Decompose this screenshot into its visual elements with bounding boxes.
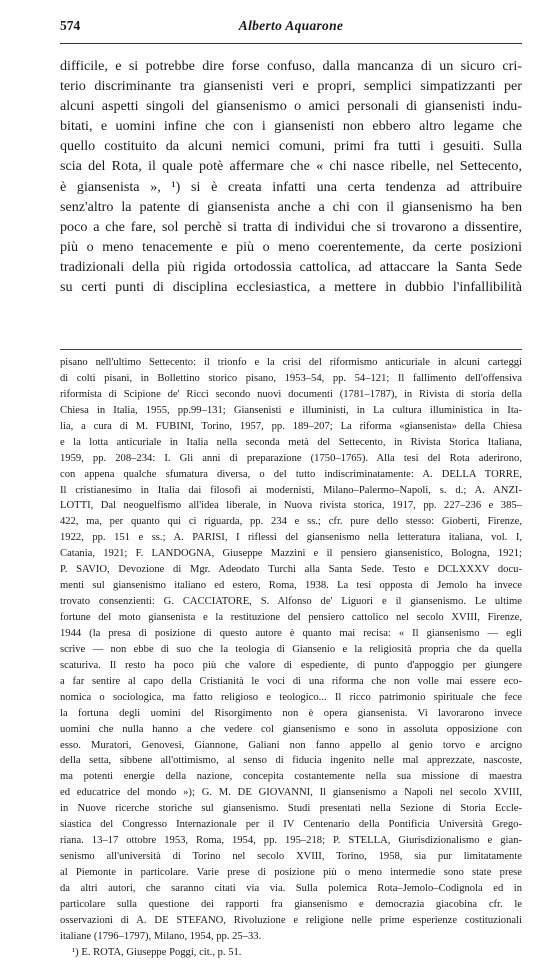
header-rule: [60, 43, 522, 44]
footnote-line: 1922, pp. 151 e ss.; A. PARISI, I riflessi del giansenismo nella letteratura italiana, vol. I,: [60, 532, 522, 544]
body-text: [60, 56, 522, 297]
footnote-line: e la lotta anticuriale in Italia nella seconda metà del Settecento, in Rivista Storica Italiana,: [60, 436, 522, 448]
footnotes: [60, 355, 522, 961]
body-line: terio discriminante tra giansenisti veri e propri, semplici simpatizzanti per: [60, 78, 522, 95]
body-line: più o meno tenacemente e più o meno coerentemente, da certe posizioni: [60, 238, 522, 255]
footnote-line: a far sentire al capo della Cristianità le voci di una riforma che non volle mai essere eco-: [60, 675, 522, 687]
footnote-line: scaturiva. Il resto ha poco più che valore di espediente, di punto d'appoggio per giungere: [60, 659, 522, 671]
footnote-line: lia, a cura di M. FUBINI, Torino, 1957, pp. 189–207; La riforma «giansenista» della Chiesa: [60, 420, 522, 432]
footnote-line: Catania, 1921; F. LANDOGNA, Giuseppe Mazzini e il pensiero giansenistico, Bologna, 1921;: [60, 548, 522, 560]
footnote-line: nomica o sociologica, ma fatto religioso e teologico... Il ricco patrimonio spirituale che fece: [60, 691, 522, 703]
footnote-1: ¹) E. ROTA, Giuseppe Poggi, cit., p. 51.: [72, 946, 242, 958]
footnote-line: 1959, pp. 208–234: I. Gli anni di preparazione (1750–1765). Alla tesi del Rota aderirono,: [60, 452, 522, 464]
footnote-line: con appena qualche sfumatura diversa, o del tutto indiscriminatamente: A. DELLA TORRE,: [60, 468, 522, 480]
body-line: poco a che fare, sol perchè si tratta di individui che si trovarono a dissentire,: [60, 218, 522, 235]
footnote-line: uomini che nulla hanno a che vedere col giansenismo e sono in assoluta opposizione con: [60, 723, 522, 735]
body-line: quello costituito da alcuni nemici comuni, primi fra tutti i gesuiti. Sulla: [60, 138, 522, 155]
body-line: senz'altro la patente di giansenista anche a chi con il giansenismo ha ben: [60, 198, 522, 215]
body-line: tradizionali della più rigida ortodossia cattolica, ad attaccare la Santa Sede: [60, 258, 522, 275]
footnote-line: LOTTI, Dal neoguelfismo all'idea liberale, in Nuova rivista storica, 1917, pp. 227–236 e 385–: [60, 500, 522, 512]
footnote-line: di colti pisani, in Bollettino storico pisano, 1953–54, pp. 54–121; Il fallimento dell'offensiva: [60, 372, 522, 384]
footnote-line: Chiesa in Italia, 1955, pp.99–131; Giansenisti e illuministi, in La cultura illuministica in Ita-: [60, 404, 522, 416]
footnote-line: fortune del moto giansenista e la restituzione del pensiero cattolico nel secolo XVIII, Firenze,: [60, 612, 522, 623]
body-line: alcuni aspetti singoli del giansenismo o amici personali di giansenisti indu-: [60, 98, 522, 115]
footnote-line: osservazioni di A. DE STEFANO, Rivoluzione e religione nelle prime esperienze costituzionali: [60, 914, 522, 926]
footnote-line: riformista di Scipione de' Ricci secondo nuovi documenti (1781–1787), in Rivista di storia della: [60, 388, 522, 400]
footnote-line: da altri autori, che saranno citati via via. Sulla polemica Rota–Jemolo–Codignola ed in: [60, 882, 522, 894]
footnote-line: la fortuna degli uomini del Risorgimento non è opera giansenista. Vi lavorarono invece: [60, 707, 522, 719]
footnote-line: P. SAVIO, Devozione di Mgr. Adeodato Turchi alla Santa Sede. Testo e DCLXXXV docu-: [60, 564, 522, 576]
footnote-rule: [60, 349, 522, 350]
footnote-line: ma potenti energie della nazione, concepita costantemente nella sua missione di maestra: [60, 771, 522, 783]
body-line: difficile, e si potrebbe dire forse confuso, dalla mancanza di un sicuro cri-: [60, 58, 522, 74]
page-number: 574: [60, 18, 81, 33]
footnote-line: particolare sulla questione dei rapporti fra giansenismo e democrazia giacobina cfr. le: [60, 898, 522, 910]
book-page: [60, 0, 522, 958]
footnote-line: trovato consenzienti: G. CACCIATORE, S. Alfonso de' Liguori e il giansenismo. Le ultime: [60, 596, 522, 608]
page-header: [60, 18, 522, 38]
body-line: è giansenista », ¹) si è creata infatti una certa tendenza ad attribuire: [60, 178, 522, 195]
footnote-line: siastica del Congresso Internazionale per il IV Centenario della Pontificia Università Grego-: [60, 819, 522, 831]
running-head: Alberto Aquarone: [238, 18, 344, 33]
body-line: scia del Rota, il quale potè affermare che « chi nasce ribelle, nel Settecento,: [60, 158, 522, 175]
footnote-line: al Piemonte in particolare. Varie prese di posizione più o meno intermedie sono state prese: [60, 867, 522, 878]
footnote-line: della setta, sibbene all'ottimismo, al senso di fiducia ingenito nelle mal apprezzate, nascoste,: [60, 755, 522, 767]
body-line: su certi punti di disciplina ecclesiastica, a mettere in dubbio l'infallibilità: [60, 279, 522, 296]
footnote-line: 422, ma, per quanto qui ci riguarda, pp. 234 e ss.; cfr. pure dello stesso: Gioberti, Firenze,: [60, 516, 522, 528]
footnote-line: senismo all'università di Torino nel secolo XVIII, Torino, 1958, sia pur limitatamente: [60, 851, 522, 863]
footnote-line: in Nuove ricerche storiche sul giansenismo. Studi presentati nella Sezione di Storia Eccle-: [60, 803, 522, 815]
footnote-line: 1944 (la presa di posizione di questo autore è quanto mai recisa: « Il giansenismo — egli: [60, 627, 522, 639]
footnote-line: pisano nell'ultimo Settecento: il trionfo e la crisi del riformismo anticuriale in alcuni carteggi: [60, 357, 522, 368]
footnote-line: riana. 13–17 ottobre 1953, Roma, 1954, pp. 195–218; P. STELLA, Giurisdizionalismo e gian-: [60, 835, 522, 847]
body-line: bitati, e uomini infine che con i giansenisti non ebbero altro legame che: [60, 118, 522, 135]
footnote-line: Il cristianesimo in Italia dai filosofi ai modernisti, Milano–Palermo–Napoli, s. d.; A. ANZI-: [60, 484, 522, 496]
footnote-line: scrive — non ebbe di suo che la teologia di Giansenio e la religiosità propria che da quella: [60, 643, 522, 655]
footnote-line: italiane (1796–1797), Milano, 1954, pp. 25–33.: [60, 930, 262, 942]
footnote-line: menti sul giansenismo italiano ed estero, Roma, 1938. La tesi opposta di Jemolo ha invece: [60, 580, 522, 592]
footnote-line: ed educatrice del mondo »); G. M. DE GIOVANNI, Il giansenismo a Napoli nel secolo XVIII,: [60, 787, 522, 799]
footnote-line: esso. Muratori, Genovesi, Giannone, Galiani non fanno appello al genio torvo e arcigno: [60, 739, 522, 751]
